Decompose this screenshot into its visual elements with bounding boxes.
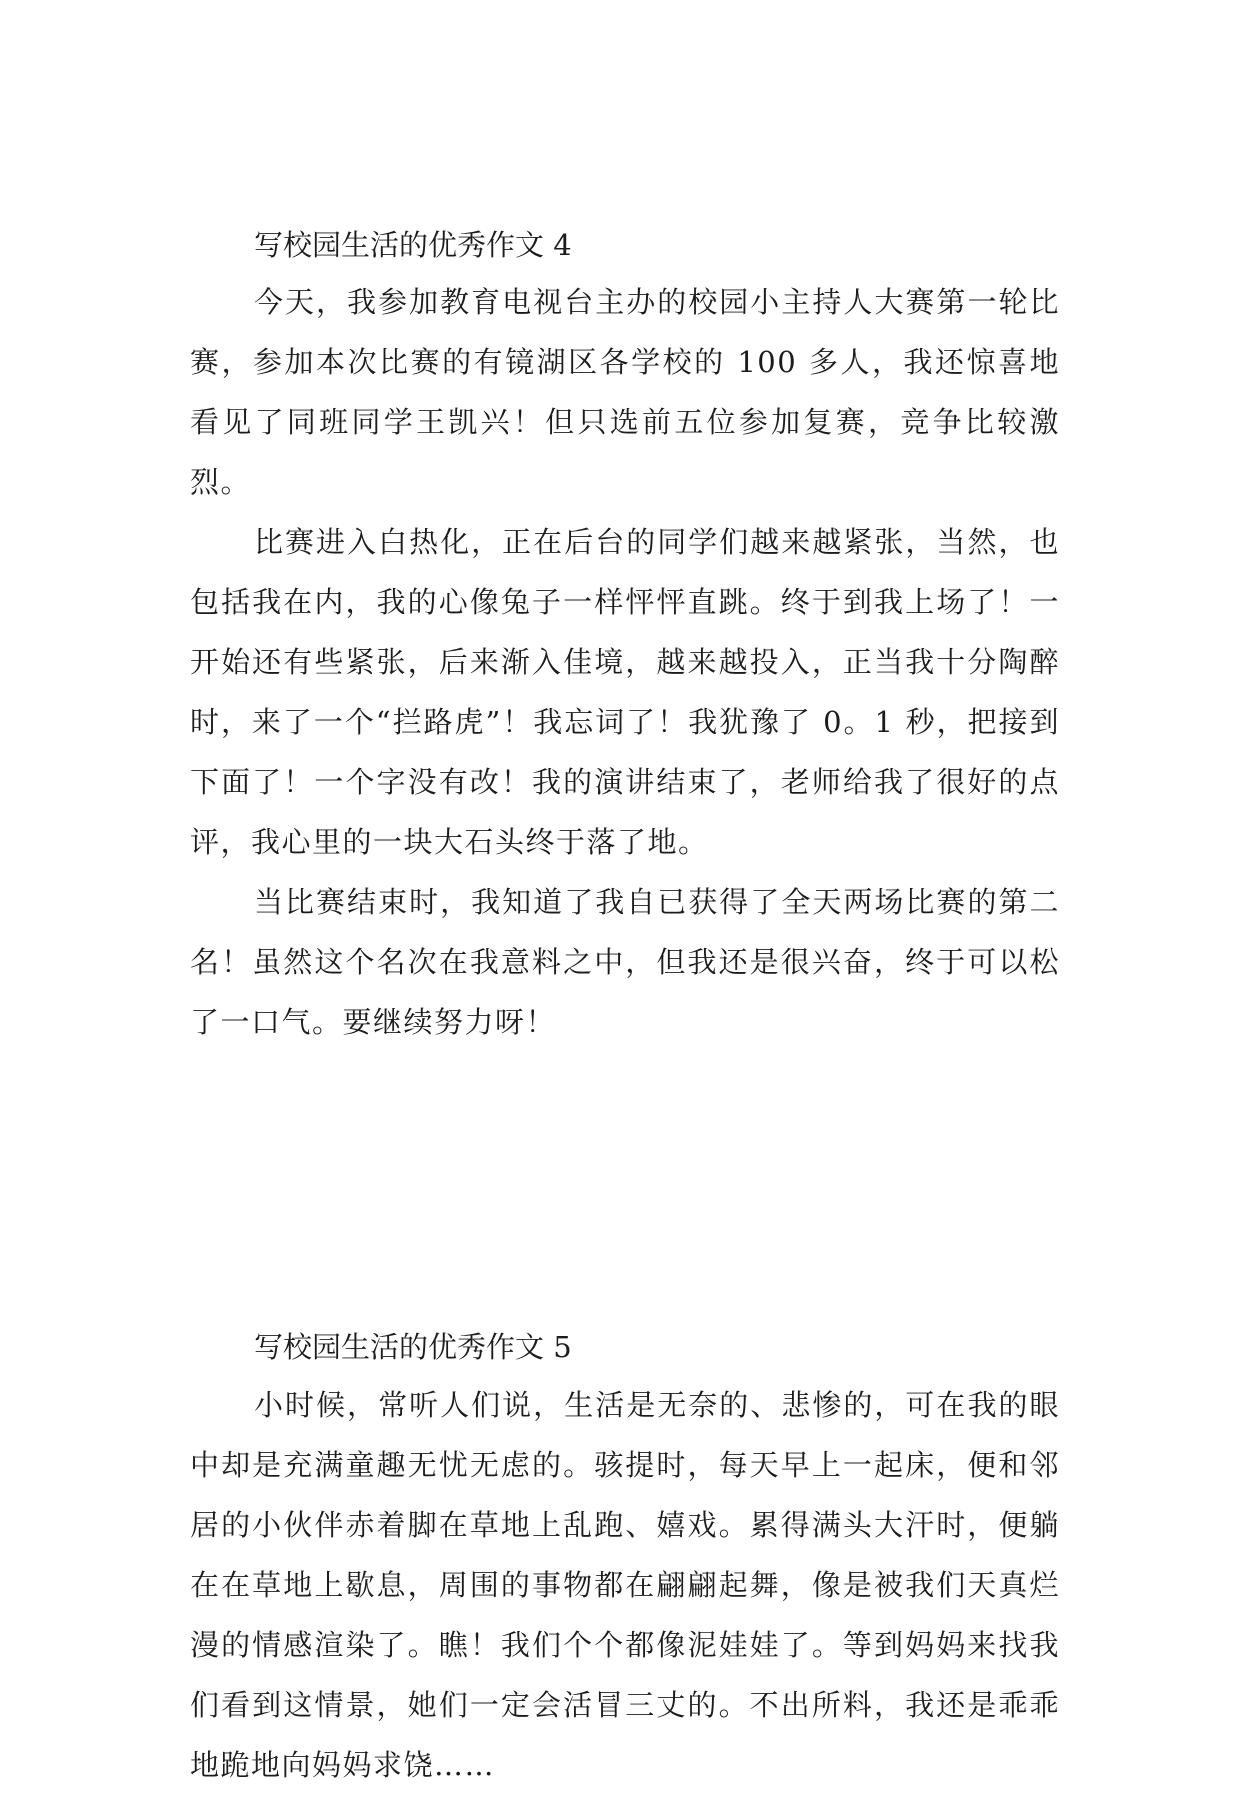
essay-title: 写校园生活的优秀作文 4	[254, 228, 572, 262]
essay-body	[190, 272, 1060, 1052]
essay-paragraph: 比赛进入白热化，正在后台的同学们越来越紧张，当然，也包括我在内，我的心像兔子一样怦怦直跳。终于到我上场了！一开始还有些紧张，后来渐入佳境，越来越投入，正当我十分陶醉时，来了一个“拦路虎”！我忘词了！我犹豫了 0。1 秒，把接到下面了！一个字没有改！我的演讲结束了，老师给我了很好的点评，我心里的一块大石头终于落了地。	[190, 525, 1060, 859]
essay-title: 写校园生活的优秀作文 5	[254, 1330, 572, 1364]
essay-paragraph: 当比赛结束时，我知道了我自已获得了全天两场比赛的第二名！虽然这个名次在我意料之中，但我还是很兴奋，终于可以松了一口气。要继续努力呀！	[190, 885, 1060, 1039]
essay-paragraph: 今天，我参加教育电视台主办的校园小主持人大赛第一轮比赛，参加本次比赛的有镜湖区各学校的 100 多人，我还惊喜地看见了同班同学王凯兴！但只选前五位参加复赛，竞争比较激烈。	[190, 285, 1060, 499]
essay-paragraph: 小时候，常听人们说，生活是无奈的、悲惨的，可在我的眼中却是充满童趣无忧无虑的。骇提时，每天早上一起床，便和邻居的小伙伴赤着脚在草地上乱跑、嬉戏。累得满头大汗时，便躺在在草地上歇息，周围的事物都在翩翩起舞，像是被我们天真烂漫的情感渲染了。瞧！我们个个都像泥娃娃了。等到妈妈来找我们看到这情景，她们一定会活冒三丈的。不出所料，我还是乖乖地跪地向妈妈求饶……	[190, 1388, 1060, 1782]
essay-body	[190, 1375, 1060, 1795]
